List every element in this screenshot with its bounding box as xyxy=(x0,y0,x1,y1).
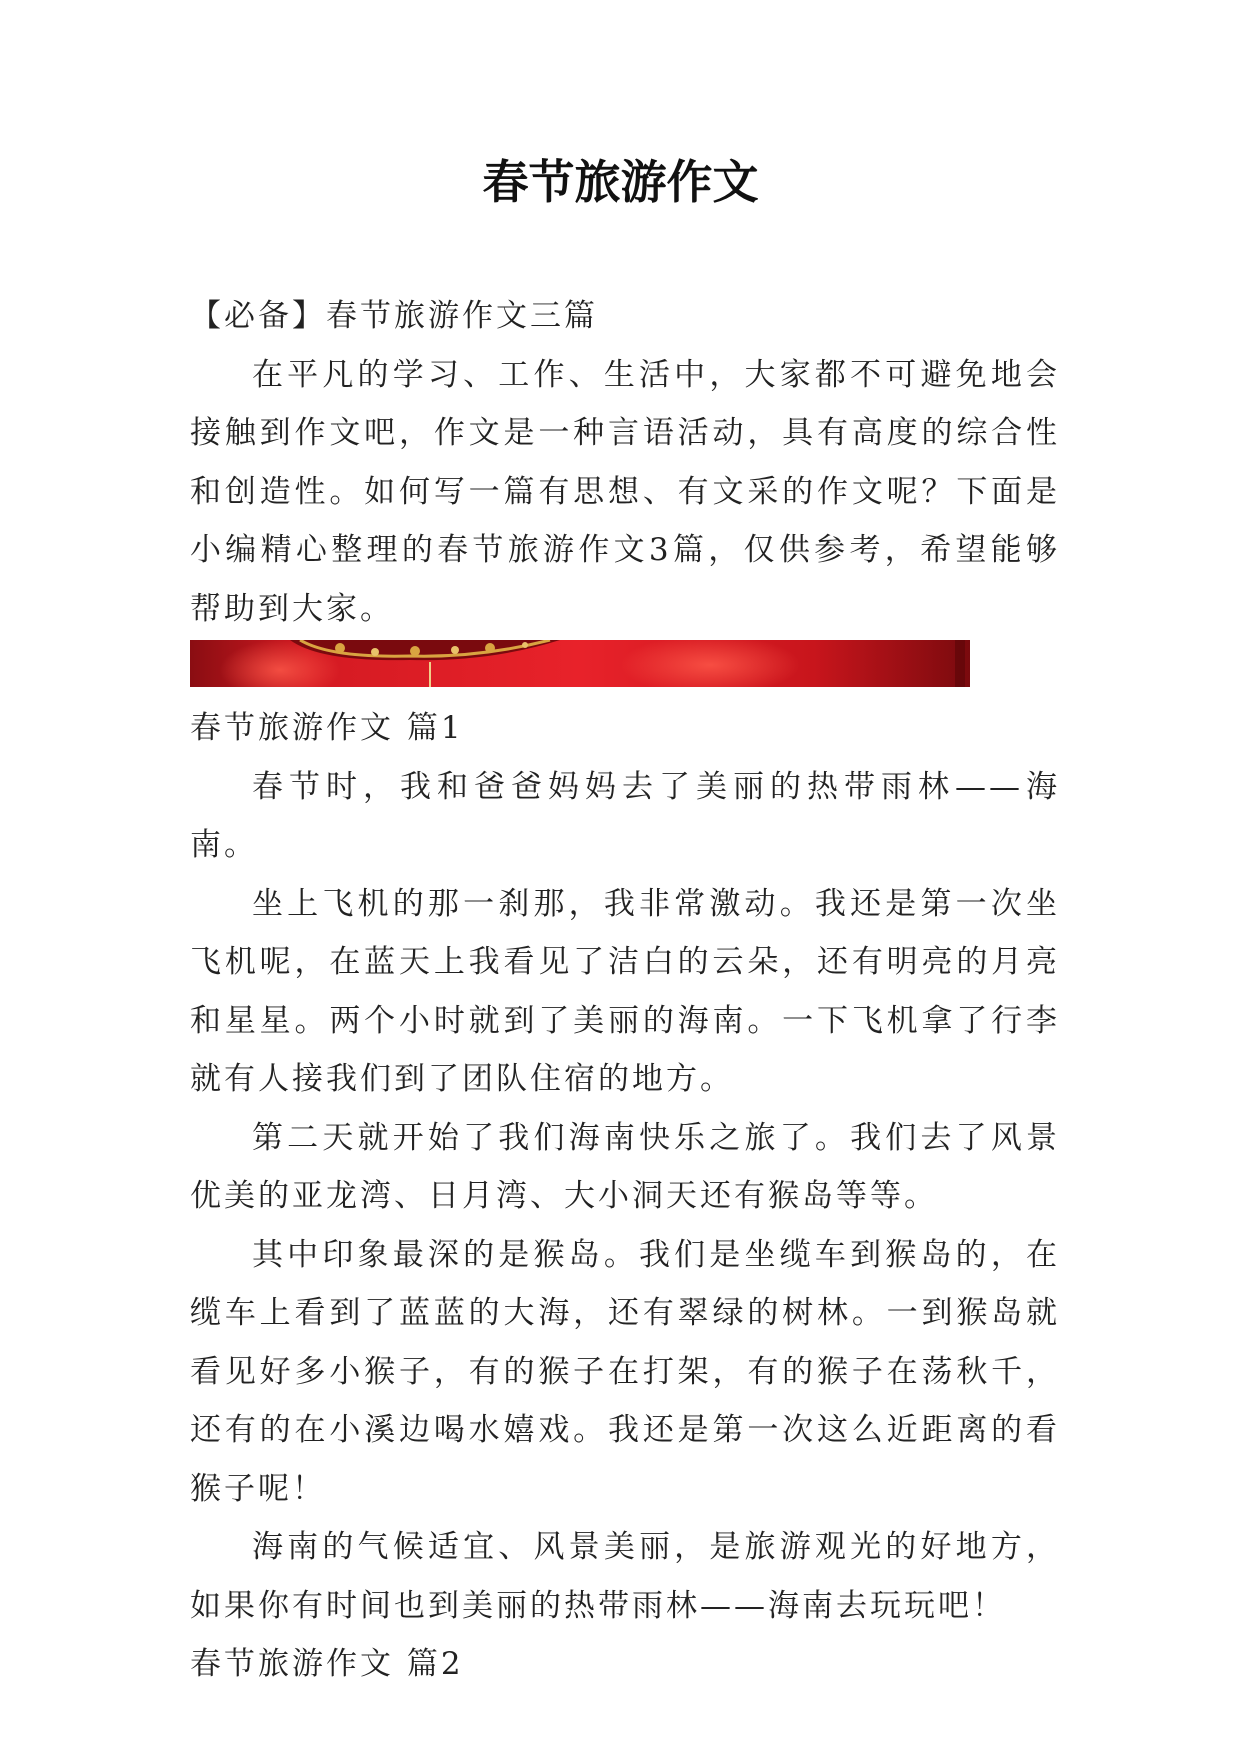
lead-line: 【必备】春节旅游作文三篇 xyxy=(190,298,598,334)
essay-paragraph: 春节时，我和爸爸妈妈去了美丽的热带雨林——海南。 xyxy=(190,768,1060,863)
intro-paragraph: 在平凡的学习、工作、生活中，大家都不可避免地会接触到作文吧，作文是一种言语活动，具有高度的综合性和创造性。如何写一篇有思想、有文采的作文呢？下面是小编精心整理的春节旅游作文3篇，仅供参考，希望能够帮助到大家。 xyxy=(190,356,1060,627)
page-title: 春节旅游作文 xyxy=(482,155,759,209)
essay-paragraph: 其中印象最深的是猴岛。我们是坐缆车到猴岛的，在缆车上看到了蓝蓝的大海，还有翠绿的树林。一到猴岛就看见好多小猴子，有的猴子在打架，有的猴子在荡秋千，还有的在小溪边喝水嬉戏。我还是第一次这么近距离的看猴子呢！ xyxy=(190,1236,1060,1507)
section-heading: 春节旅游作文 篇2 xyxy=(190,1646,464,1682)
section-heading: 春节旅游作文 篇1 xyxy=(190,710,464,746)
essay-sections xyxy=(190,699,1060,1694)
essay-paragraph: 海南的气候适宜、风景美丽，是旅游观光的好地方，如果你有时间也到美丽的热带雨林——海南去玩玩吧！ xyxy=(190,1529,1060,1624)
document-body xyxy=(190,287,1060,1694)
lantern-decoration-icon xyxy=(190,640,970,687)
essay-paragraph: 第二天就开始了我们海南快乐之旅了。我们去了风景优美的亚龙湾、日月湾、大小洞天还有猴岛等等。 xyxy=(190,1119,1060,1214)
essay-paragraph: 坐上飞机的那一刹那，我非常激动。我还是第一次坐飞机呢，在蓝天上我看见了洁白的云朵，还有明亮的月亮和星星。两个小时就到了美丽的海南。一下飞机拿了行李就有人接我们到了团队住宿的地方。 xyxy=(190,885,1060,1097)
festive-banner-image xyxy=(190,640,970,687)
